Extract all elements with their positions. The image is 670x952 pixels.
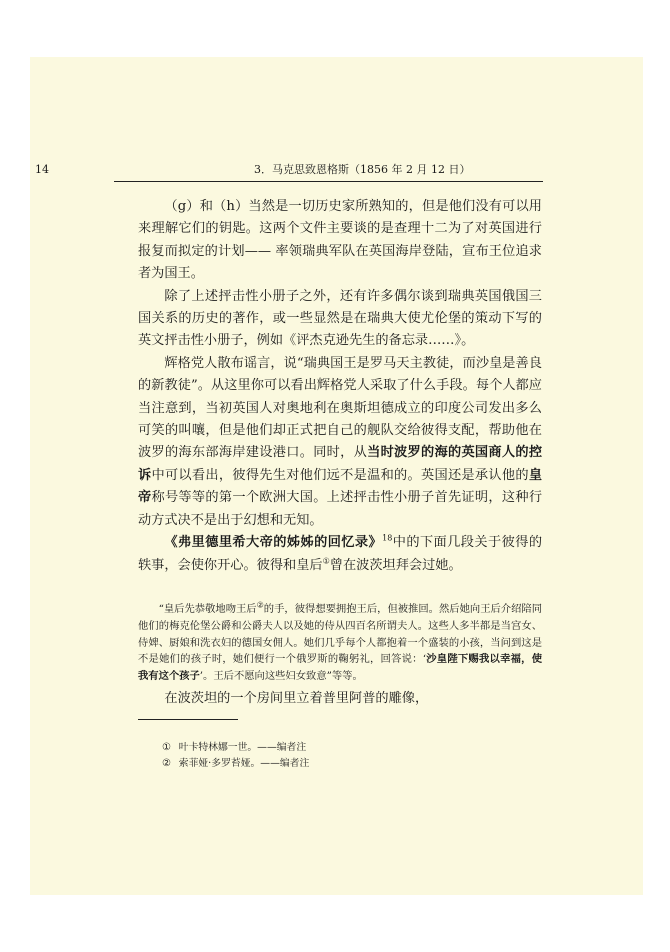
footnote-text: 索菲娅·多罗苔娅。——编者注 bbox=[178, 758, 310, 769]
quotation-block bbox=[138, 601, 542, 685]
footnote-ref-2: ② bbox=[256, 600, 264, 610]
footnote-2 bbox=[162, 756, 317, 772]
footnote-mark: ① bbox=[162, 742, 171, 753]
paragraph-4-book-title: 《弗里德里希大帝的姊姊的回忆录》 bbox=[164, 535, 383, 551]
quotation-emphasis: 沙皇陛下赐我以幸福，使我有这个孩子 bbox=[138, 653, 542, 683]
footnote-1 bbox=[162, 740, 317, 756]
paragraph-3-text-c: 中可以看出，彼得先生对他们远不是温和的。英国还是承认他的 bbox=[151, 467, 529, 483]
quotation-paragraph bbox=[138, 601, 542, 685]
footnote-ref-1: ① bbox=[322, 556, 330, 566]
body-text bbox=[138, 196, 542, 577]
quotation-text-c: ’。王后不愿向这些妇女致意”等等。 bbox=[199, 670, 363, 683]
paragraph-2: 除了上述抨击性小册子之外，还有许多偶尔谈到瑞典英国俄国三国关系的历史的著作，或一些显然是在瑞典大使尤伦堡的策动下写的英文抨击性小册子，例如《评杰克逊先生的备忘录……》。 bbox=[138, 288, 542, 349]
quotation-text-a: “皇后先恭敬地吻王后 bbox=[158, 603, 257, 615]
paragraph-4 bbox=[138, 532, 542, 577]
paragraph-3-text-e: 称号等等的第一个欧洲大国。上述抨击性小册子首先证明，这种行动方式决不是出于幻想和无知。 bbox=[138, 490, 543, 528]
paragraph-3-text-a: 辉格党人散布谣言，说“瑞典国王是罗马天主教徒，而沙皇是善良的新教徒”。从这里你可以看出辉格党人采取了什么手段。每个人都应当注意到，当初英国人对奥地利在奥斯坦德成立的印度公司发出多么可笑的叫嚷，但是他们却正式把自己的舰队交给彼得支配，帮助他在波罗的海东部海岸建设港口。同时，从 bbox=[138, 355, 542, 461]
footnote-divider bbox=[138, 719, 238, 720]
closing-text bbox=[138, 688, 542, 710]
page-number: 14 bbox=[35, 163, 49, 176]
paragraph-1: （g）和（h）当然是一切历史家所熟知的，但是他们没有可以用来理解它们的钥匙。这两个文件主要谈的是查理十二为了对英国进行报复而拟定的计划—— 率领瑞典军队在英国海岸登陆，宣布王位追求者为国王。 bbox=[138, 199, 542, 282]
running-title: 3．马克思致恩格斯（1856 年 2 月 12 日） bbox=[254, 163, 471, 176]
paragraph-4-text-b: 中的下面几段关于彼得的轶事，会使你开心。彼得和皇后 bbox=[138, 535, 543, 573]
footnote-mark: ② bbox=[162, 758, 171, 769]
paragraph-3-emphasis-d: 皇帝 bbox=[138, 467, 543, 506]
paragraph-3-emphasis-a: 当时波罗的海的英国商人的控诉 bbox=[138, 445, 543, 483]
footnote-text: 叶卡特林娜一世。——编者注 bbox=[178, 742, 307, 753]
paragraph-4-text-c: 曾在波茨坦拜会过她。 bbox=[329, 557, 462, 573]
quotation-text-b: 的手，彼得想要拥抱王后，但被推回。然后她向王后介绍陪同他们的梅克伦堡公爵和公爵夫人以及她的侍从四百名所谓夫人。这些人多半都是当宫女、侍婢、厨娘和洗衣妇的德国女佣人。她们几乎每个人都抱着一个盛装的小孩，当问到这是不是她们的孩子时，她们便行一个俄罗斯的鞠躬礼，回答说：‘ bbox=[138, 603, 543, 666]
closing-paragraph: 在波茨坦的一个房间里立着普里阿普的雕像， bbox=[164, 691, 429, 706]
footnotes bbox=[162, 740, 317, 772]
paragraph-3 bbox=[138, 353, 542, 532]
endnote-ref-18: 18 bbox=[382, 533, 393, 543]
